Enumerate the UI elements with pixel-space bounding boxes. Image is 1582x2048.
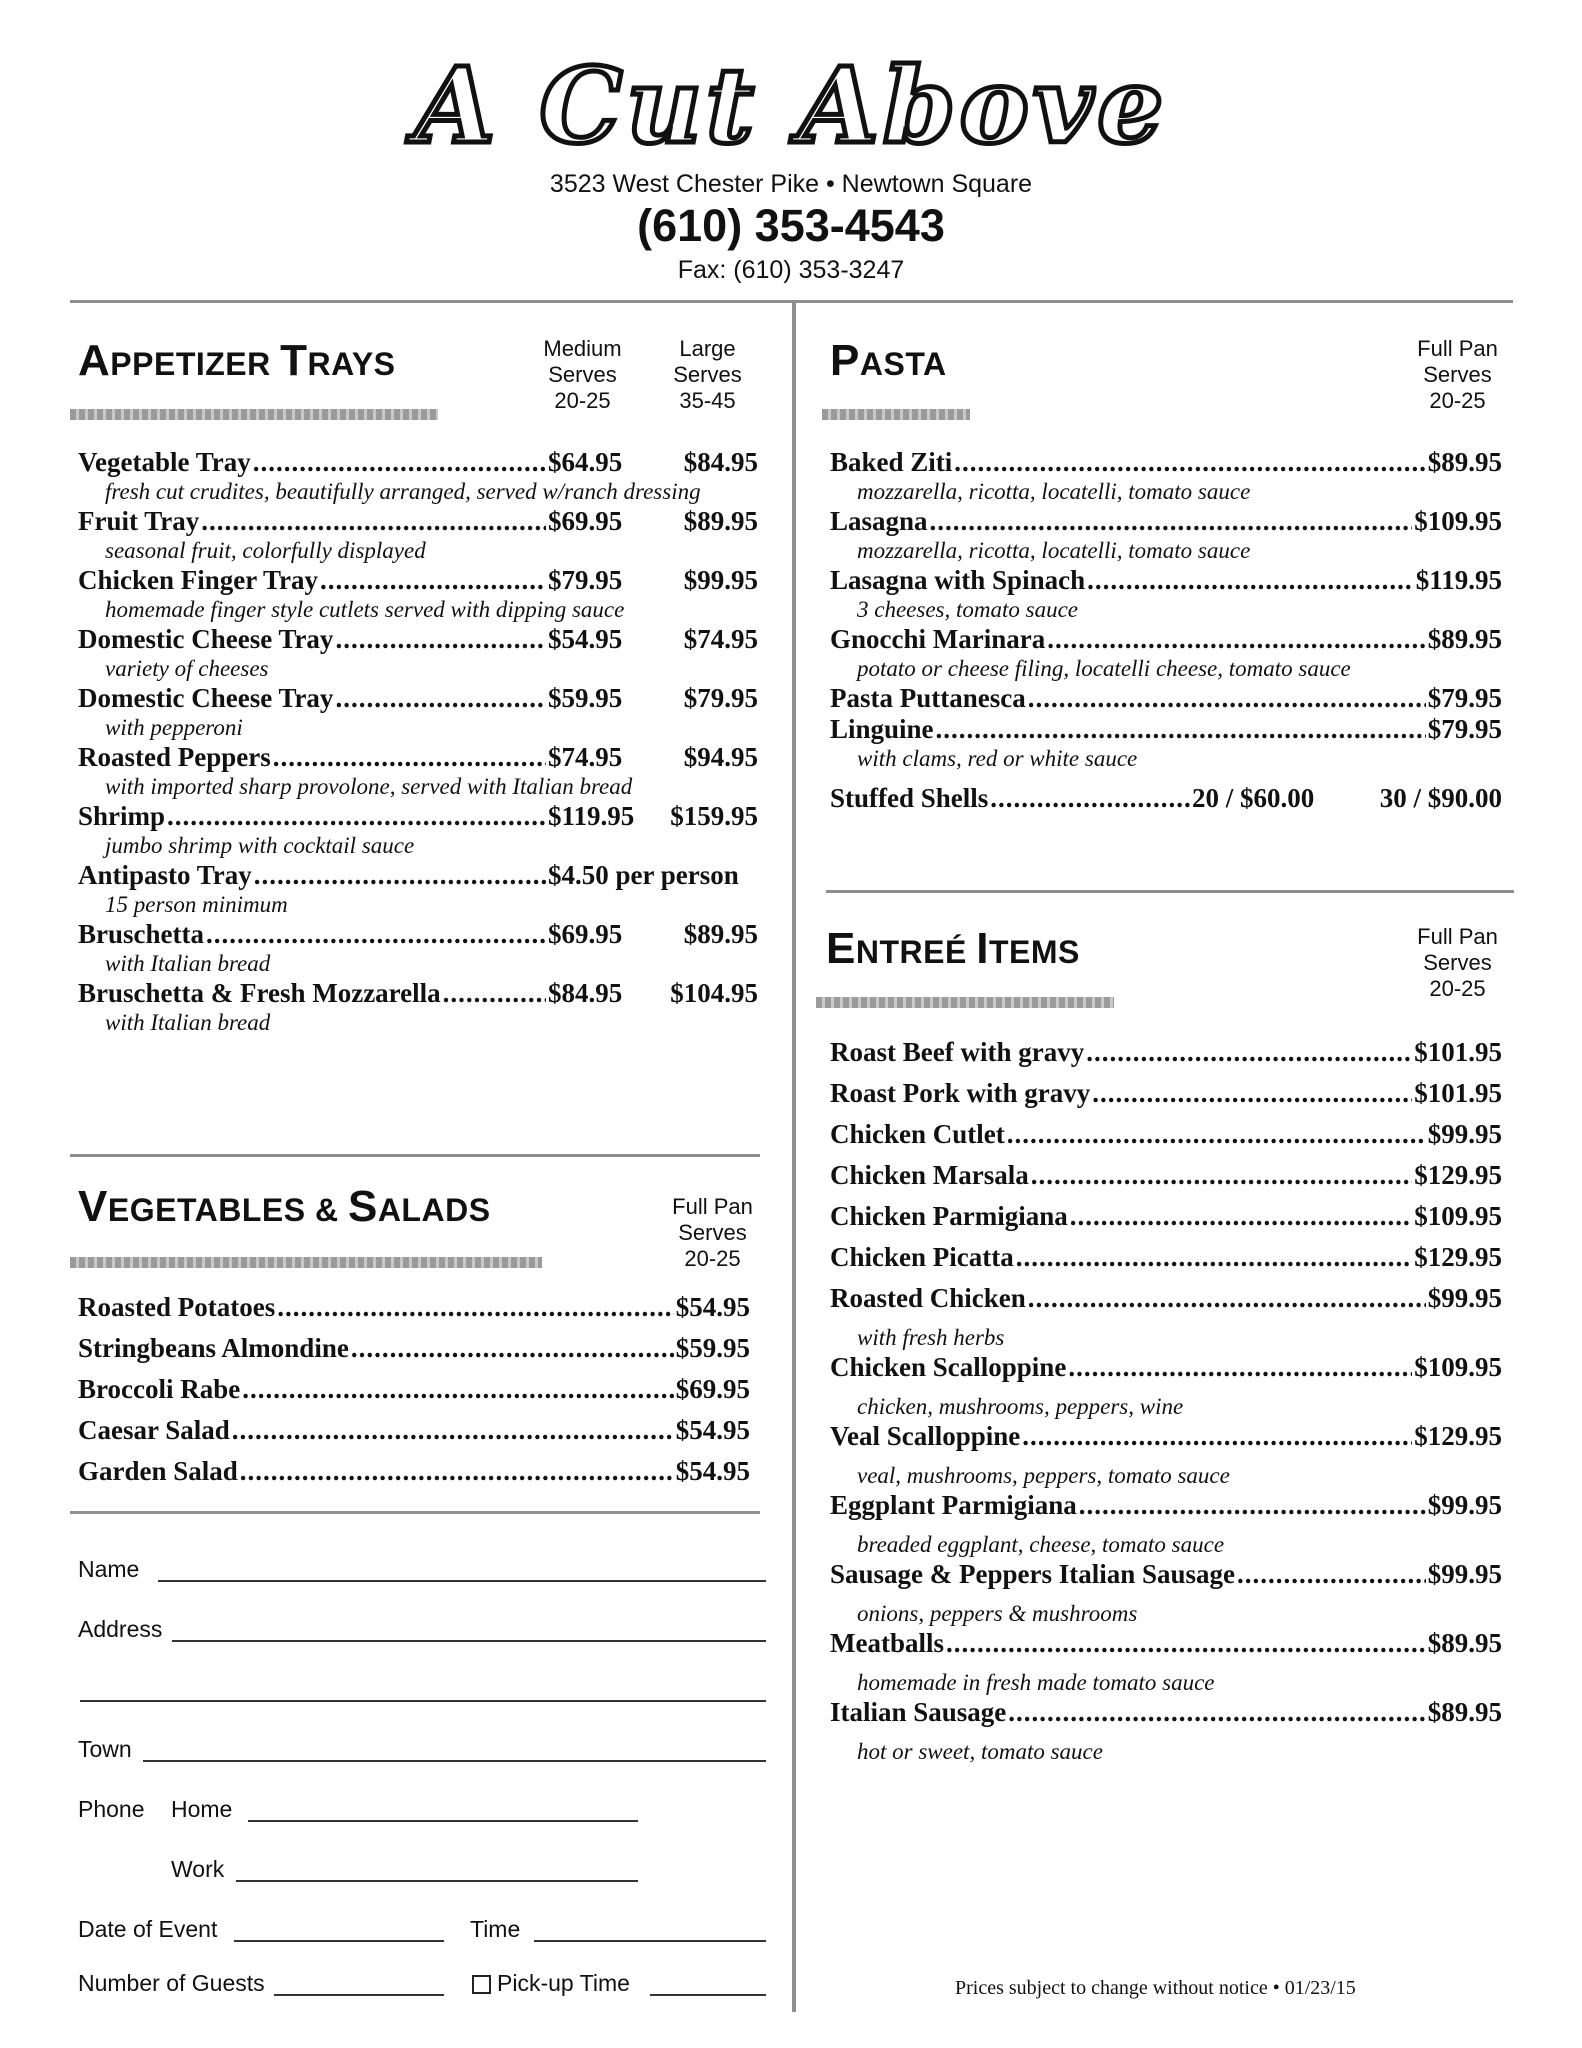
dot-leader	[1047, 624, 1426, 655]
item-price: $129.95	[1414, 1242, 1502, 1272]
item-name: Vegetable Tray	[78, 447, 251, 477]
menu-item-row[interactable]	[830, 1490, 1502, 1531]
menu-item-row[interactable]	[830, 1559, 1502, 1600]
item-price: $79.95	[1427, 683, 1502, 713]
item-name: Roasted Potatoes	[78, 1292, 276, 1322]
item-name: Veal Scalloppine	[830, 1421, 1021, 1451]
item-name: Sausage & Peppers Italian Sausage	[830, 1559, 1236, 1589]
item-name: Eggplant Parmigiana	[830, 1490, 1077, 1520]
item-price: $129.95	[1414, 1160, 1502, 1190]
item-price: $89.95	[1427, 447, 1502, 477]
dot-leader	[335, 683, 546, 714]
item-price: $119.95	[1415, 565, 1502, 595]
price-large: $89.95	[683, 919, 758, 949]
phone-label: Phone	[78, 1796, 145, 1822]
dot-leader	[351, 1333, 674, 1364]
dot-leader	[1008, 1697, 1425, 1728]
item-name: Roasted Chicken	[830, 1283, 1026, 1313]
pickup-checkbox[interactable]	[472, 1975, 491, 1994]
menu-item-row[interactable]	[830, 506, 1502, 537]
item-price: $99.95	[1427, 1559, 1502, 1589]
item-name: Roasted Peppers	[78, 742, 271, 772]
dot-leader	[273, 742, 546, 773]
item-name: Gnocchi Marinara	[830, 624, 1046, 654]
section-divider	[70, 1511, 760, 1514]
item-description: seasonal fruit, colorfully displayed	[105, 538, 426, 563]
work-phone-input[interactable]	[236, 1880, 638, 1882]
dot-leader	[1028, 683, 1426, 714]
item-description: with clams, red or white sauce	[857, 746, 1138, 771]
section-rule	[70, 1257, 542, 1268]
dot-leader	[1016, 1242, 1413, 1273]
item-price: $99.95	[1427, 1283, 1502, 1313]
menu-item-row[interactable]	[78, 447, 758, 478]
dot-leader	[990, 783, 1190, 814]
item-price: $129.95	[1414, 1421, 1502, 1451]
menu-item-row[interactable]	[78, 742, 758, 773]
item-description: homemade in fresh made tomato sauce	[857, 1670, 1215, 1695]
item-price: $101.95	[1414, 1078, 1502, 1108]
item-price: $109.95	[1414, 1352, 1502, 1382]
item-description: with Italian bread	[105, 1010, 271, 1035]
dot-leader	[1028, 1283, 1426, 1314]
section-title-vegetables-salads: VEGETABLES & SALADS	[78, 1182, 491, 1231]
item-name: Chicken Finger Tray	[78, 565, 319, 595]
menu-item-row[interactable]	[78, 565, 758, 596]
dot-leader	[946, 1628, 1426, 1659]
item-name: Roast Pork with gravy	[830, 1078, 1091, 1108]
menu-item-row[interactable]	[78, 978, 758, 1009]
price-medium: $64.95	[548, 447, 623, 477]
item-description: onions, peppers & mushrooms	[857, 1601, 1138, 1626]
item-price: $89.95	[1427, 624, 1502, 654]
section-title-entree-items: ENTREÉ ITEMS	[826, 924, 1080, 973]
menu-item-row[interactable]	[830, 1242, 1502, 1283]
home-phone-input[interactable]	[248, 1820, 638, 1822]
menu-item-row[interactable]	[78, 683, 758, 714]
item-price: $69.95	[675, 1374, 750, 1404]
column-header-full-pan: Full Pan Serves 20-25	[1417, 336, 1498, 413]
menu-item-row[interactable]	[830, 1078, 1502, 1119]
item-name: Bruschetta	[78, 919, 204, 949]
name-input[interactable]	[158, 1580, 766, 1582]
dot-leader	[930, 506, 1413, 537]
number-of-guests-label: Number of Guests	[78, 1970, 265, 1996]
item-price: $54.95	[675, 1456, 750, 1486]
item-name: Garden Salad	[78, 1456, 238, 1486]
menu-item-row[interactable]	[78, 860, 758, 891]
item-price: $54.95	[675, 1292, 750, 1322]
name-label: Name	[78, 1556, 140, 1582]
item-description: potato or cheese filing, locatelli cheese, tomato sauce	[857, 656, 1351, 681]
price-medium: $4.50 per person	[548, 860, 739, 890]
menu-item-row[interactable]	[830, 1421, 1502, 1462]
price-large: $74.95	[683, 624, 758, 654]
dot-leader	[320, 565, 546, 596]
time-input[interactable]	[534, 1940, 766, 1942]
item-description: breaded eggplant, cheese, tomato sauce	[857, 1532, 1225, 1557]
dot-leader	[1086, 1037, 1412, 1068]
dot-leader	[277, 1292, 674, 1323]
appetizer-list	[78, 447, 758, 1037]
pickup-time-input[interactable]	[650, 1994, 766, 1996]
price-medium: $59.95	[548, 683, 623, 713]
item-price: $101.95	[1414, 1037, 1502, 1067]
section-title-pasta: PASTA	[830, 336, 947, 385]
item-description: 3 cheeses, tomato sauce	[857, 597, 1078, 622]
column-header-medium: Medium Serves 20-25	[543, 336, 622, 413]
menu-item-row[interactable]	[830, 683, 1502, 714]
dot-leader	[1070, 1201, 1412, 1232]
item-price: $89.95	[1427, 1628, 1502, 1658]
column-header-large: Large Serves 35-45	[673, 336, 742, 413]
item-description: mozzarella, ricotta, locatelli, tomato sauce	[857, 479, 1251, 504]
store-fax: Fax: (610) 353-3247	[677, 256, 905, 284]
price-medium: $119.95	[548, 801, 635, 831]
section-divider	[826, 890, 1514, 893]
menu-item-row[interactable]	[830, 783, 1502, 814]
item-name: Baked Ziti	[830, 447, 953, 477]
dot-leader	[954, 447, 1425, 478]
item-name: Italian Sausage	[830, 1697, 1007, 1727]
item-name: Fruit Tray	[78, 506, 200, 536]
column-divider	[792, 300, 796, 2012]
item-description: homemade finger style cutlets served with dipping sauce	[105, 597, 625, 622]
menu-item-row[interactable]	[830, 1283, 1502, 1324]
item-description: 15 person minimum	[105, 892, 288, 917]
dot-leader	[240, 1456, 674, 1487]
menu-item-row[interactable]	[78, 919, 758, 950]
store-phone[interactable]: (610) 353-4543	[637, 200, 945, 251]
date-of-event-input[interactable]	[234, 1940, 444, 1942]
entree-list	[830, 1037, 1502, 1766]
item-description: veal, mushrooms, peppers, tomato sauce	[857, 1463, 1230, 1488]
item-price: $99.95	[1427, 1490, 1502, 1520]
column-header-full-pan: Full Pan Serves 20-25	[672, 1194, 753, 1271]
dot-leader	[242, 1374, 674, 1405]
item-price: $79.95	[1427, 714, 1502, 744]
section-rule	[822, 409, 970, 420]
item-name: Domestic Cheese Tray	[78, 683, 334, 713]
price-large: $104.95	[670, 978, 758, 1008]
dot-leader	[1237, 1559, 1426, 1590]
menu-item-row[interactable]	[78, 1456, 750, 1497]
dot-leader	[443, 978, 546, 1009]
item-name: Domestic Cheese Tray	[78, 624, 334, 654]
item-name: Stuffed Shells	[830, 783, 989, 813]
item-name: Chicken Cutlet	[830, 1119, 1005, 1149]
menu-item-row[interactable]	[78, 1374, 750, 1415]
town-label: Town	[78, 1736, 132, 1762]
item-description: with Italian bread	[105, 951, 271, 976]
menu-item-row[interactable]	[78, 624, 758, 655]
price-large: $84.95	[683, 447, 758, 477]
menu-item-row[interactable]	[830, 714, 1502, 745]
dot-leader	[1031, 1160, 1413, 1191]
menu-item-row[interactable]	[830, 1201, 1502, 1242]
dot-leader	[335, 624, 546, 655]
address-line-2-input[interactable]	[80, 1700, 766, 1702]
menu-item-row[interactable]	[830, 1037, 1502, 1078]
item-name: Chicken Parmigiana	[830, 1201, 1068, 1231]
price-medium: $54.95	[548, 624, 623, 654]
price-medium: $69.95	[548, 506, 623, 536]
item-name: Chicken Picatta	[830, 1242, 1014, 1272]
item-name: Roast Beef with gravy	[830, 1037, 1085, 1067]
item-description: variety of cheeses	[105, 656, 269, 681]
item-price: $59.95	[675, 1333, 750, 1363]
dot-leader	[167, 801, 546, 832]
dot-leader	[206, 919, 546, 950]
item-name: Caesar Salad	[78, 1415, 230, 1445]
dot-leader	[1068, 1352, 1412, 1383]
item-description: with fresh herbs	[857, 1325, 1005, 1350]
town-input[interactable]	[143, 1760, 766, 1762]
item-description: with pepperoni	[105, 715, 243, 740]
pickup-time-label: Pick-up Time	[497, 1970, 630, 1996]
item-name: Broccoli Rabe	[78, 1374, 241, 1404]
section-rule	[816, 997, 1114, 1008]
price-large: $94.95	[683, 742, 758, 772]
address-label: Address	[78, 1616, 163, 1642]
date-of-event-label: Date of Event	[78, 1916, 218, 1942]
price-large: $159.95	[670, 801, 758, 831]
home-phone-label: Home	[171, 1796, 233, 1822]
item-price: $54.95	[675, 1415, 750, 1445]
dot-leader	[201, 506, 546, 537]
item-price: $109.95	[1414, 1201, 1502, 1231]
work-phone-label: Work	[171, 1856, 225, 1882]
item-description: with imported sharp provolone, served with Italian bread	[105, 774, 633, 799]
dot-leader	[232, 1415, 674, 1446]
menu-item-row[interactable]	[830, 1352, 1502, 1393]
dot-leader	[253, 447, 546, 478]
menu-item-row[interactable]	[830, 1628, 1502, 1669]
price-medium: $69.95	[548, 919, 623, 949]
menu-item-row[interactable]	[78, 506, 758, 537]
price-medium: $79.95	[548, 565, 623, 595]
item-name: Antipasto Tray	[78, 860, 252, 890]
logo-text: A Cut Above	[414, 44, 1168, 167]
menu-item-row[interactable]	[78, 1415, 750, 1456]
column-header-full-pan: Full Pan Serves 20-25	[1417, 924, 1498, 1001]
menu-item-row[interactable]	[830, 1160, 1502, 1201]
vegetables-list	[78, 1292, 750, 1497]
item-price: $109.95	[1414, 506, 1502, 536]
item-name: Lasagna with Spinach	[830, 565, 1086, 595]
price-30-serving: 30 / $90.00	[1379, 783, 1502, 813]
menu-item-row[interactable]	[830, 565, 1502, 596]
menu-item-row[interactable]	[830, 624, 1502, 655]
dot-leader	[1022, 1421, 1412, 1452]
section-title-appetizer-trays: APPETIZER TRAYS	[78, 336, 396, 385]
dot-leader	[936, 714, 1426, 745]
menu-item-row[interactable]	[78, 1333, 750, 1374]
menu-item-row[interactable]	[78, 801, 758, 832]
item-name: Stringbeans Almondine	[78, 1333, 349, 1363]
price-disclaimer: Prices subject to change without notice • 01/23/15	[955, 1977, 1356, 1999]
price-medium: $74.95	[548, 742, 623, 772]
price-medium: $84.95	[548, 978, 623, 1008]
item-name: Chicken Marsala	[830, 1160, 1029, 1190]
section-rule	[70, 409, 438, 420]
menu-item-row[interactable]	[78, 1292, 750, 1333]
price-large: $79.95	[683, 683, 758, 713]
item-name: Chicken Scalloppine	[830, 1352, 1067, 1382]
dot-leader	[1092, 1078, 1412, 1109]
item-description: fresh cut crudites, beautifully arranged, served w/ranch dressing	[105, 479, 701, 504]
store-address: 3523 West Chester Pike • Newtown Square	[549, 170, 1033, 198]
item-description: mozzarella, ricotta, locatelli, tomato sauce	[857, 538, 1251, 563]
time-label: Time	[470, 1916, 521, 1942]
item-name: Meatballs	[830, 1628, 944, 1658]
address-input[interactable]	[172, 1640, 766, 1642]
dot-leader	[1079, 1490, 1426, 1521]
menu-item-row[interactable]	[830, 1119, 1502, 1160]
section-divider	[70, 1154, 760, 1157]
item-description: jumbo shrimp with cocktail sauce	[105, 833, 415, 858]
price-large: $99.95	[683, 565, 758, 595]
item-name: Linguine	[830, 714, 934, 744]
dot-leader	[1007, 1119, 1426, 1150]
item-name: Bruschetta & Fresh Mozzarella	[78, 978, 441, 1008]
item-description: hot or sweet, tomato sauce	[857, 1739, 1103, 1764]
menu-item-row[interactable]	[830, 1697, 1502, 1738]
item-description: chicken, mushrooms, peppers, wine	[857, 1394, 1184, 1419]
item-price: $99.95	[1427, 1119, 1502, 1149]
number-of-guests-input[interactable]	[274, 1994, 444, 1996]
item-price: $89.95	[1427, 1697, 1502, 1727]
pasta-list	[830, 447, 1502, 814]
logo	[0, 42, 1582, 172]
price-large: $89.95	[683, 506, 758, 536]
item-name: Pasta Puttanesca	[830, 683, 1026, 713]
item-name: Lasagna	[830, 506, 928, 536]
item-name: Shrimp	[78, 801, 166, 831]
dot-leader	[1087, 565, 1414, 596]
price-20-serving: 20 / $60.00	[1192, 783, 1315, 813]
menu-item-row[interactable]	[830, 447, 1502, 478]
dot-leader	[254, 860, 546, 891]
